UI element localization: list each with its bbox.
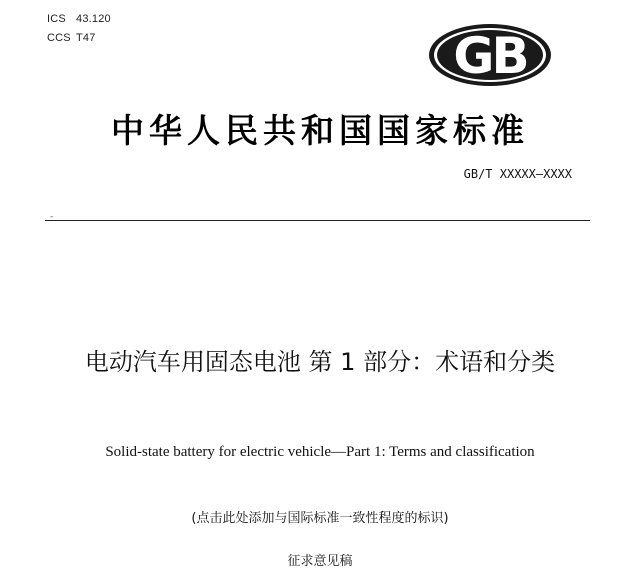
ics-label: ICS <box>47 13 66 25</box>
document-title-english: Solid-state battery for electric vehicle—Part 1: Terms and classification <box>105 444 535 460</box>
international-consistency-note[interactable]: (点击此处添加与国际标准一致性程度的标识) <box>191 511 449 526</box>
rule-mark: - <box>50 212 54 222</box>
gb-logo-text: GB <box>453 27 527 85</box>
national-standard-title: 中华人民共和国国家标准 <box>111 111 529 150</box>
gb-logo <box>425 22 555 88</box>
draft-status-label: 征求意见稿 <box>287 554 353 569</box>
header-divider <box>45 220 590 221</box>
ccs-classification <box>47 32 96 45</box>
ccs-value: T47 <box>76 32 96 44</box>
ics-classification <box>47 13 111 26</box>
ics-value: 43.120 <box>76 13 111 25</box>
document-title-chinese: 电动汽车用固态电池 第 1 部分：术语和分类 <box>84 348 556 376</box>
standard-code: GB/T XXXXX—XXXX <box>463 167 572 181</box>
ccs-label: CCS <box>47 32 71 44</box>
